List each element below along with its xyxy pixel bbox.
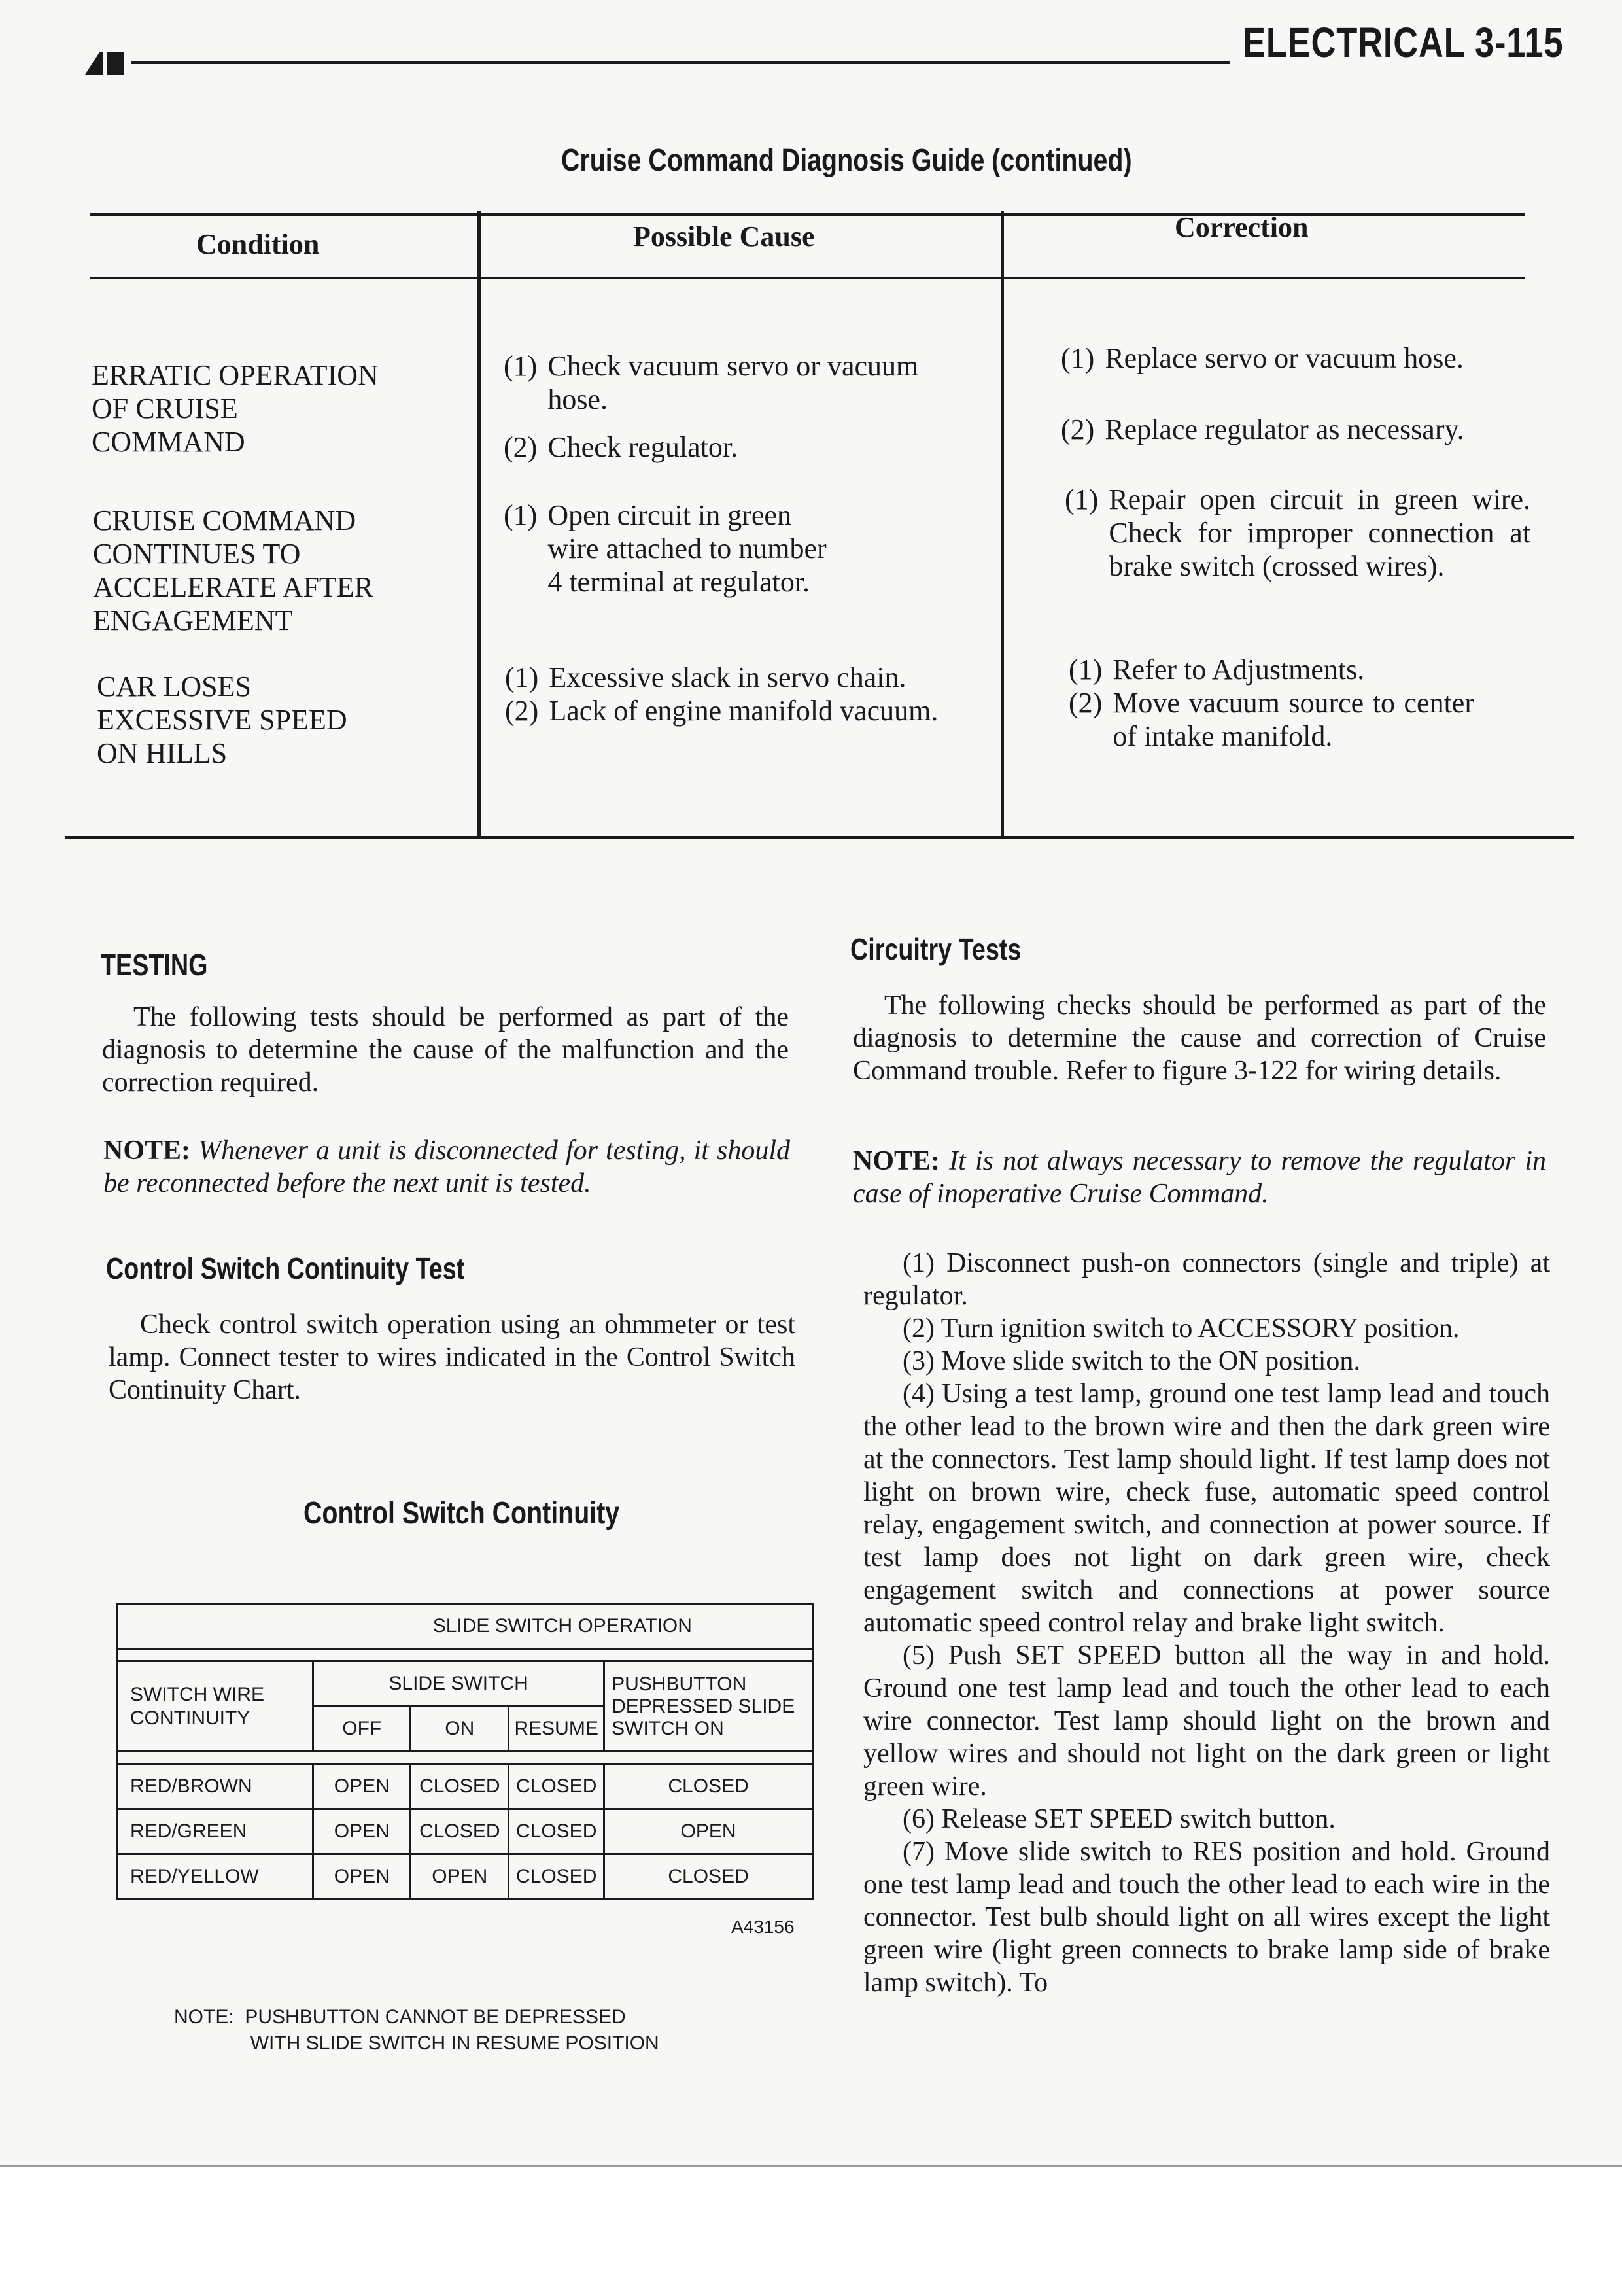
table-top-rule <box>90 213 1525 216</box>
table-header-rule <box>90 277 1525 279</box>
column-header-possible-cause: Possible Cause <box>633 220 815 252</box>
table-row: RED/BROWN OPEN CLOSED CLOSED CLOSED <box>118 1764 813 1809</box>
circuitry-step: (6) Release SET SPEED switch button. <box>903 1804 1336 1834</box>
slide-switch-operation-header: SLIDE SWITCH OPERATION <box>313 1604 813 1649</box>
circuitry-note <box>853 1145 1546 1210</box>
note-text: It is not always necessary to remove the regulator in case of inoperative Cruise Command. <box>853 1146 1546 1209</box>
condition-loses-speed-on-hills: CAR LOSES EXCESSIVE SPEED ON HILLS <box>97 670 347 769</box>
table-row: RED/GREEN OPEN CLOSED CLOSED OPEN <box>118 1809 813 1854</box>
cause-item: (1) Open circuit in green wire attached to number 4 terminal at regulator. <box>504 499 827 598</box>
circuitry-step: (2) Turn ignition switch to ACCESSORY position. <box>903 1313 1460 1344</box>
note-text: Whenever a unit is disconnected for testing, it should be reconnected before the next unit is tested. <box>103 1136 791 1198</box>
correction-list-hills <box>1069 653 1474 753</box>
circuitry-tests-heading: Circuitry Tests <box>850 932 1022 966</box>
header-corner-mark <box>85 52 124 75</box>
page-section-title: ELECTRICAL 3-115 <box>1243 19 1564 66</box>
circuitry-step: (4) Using a test lamp, ground one test lamp lead and touch the other lead to the brown wire and then the dark green wire at the connectors. Test lamp should light. If test lamp does not light on brown wire, check fuse, automatic speed control relay, engagement switch, and connection at power source. If test lamp does not light on dark green wire, check engagement switch and connections at power source automatic speed control relay and brake light switch. <box>863 1379 1550 1638</box>
table-divider-2 <box>1001 211 1004 836</box>
slide-switch-header: SLIDE SWITCH <box>313 1661 604 1707</box>
column-header-condition: Condition <box>196 228 320 260</box>
chart-note: NOTE: PUSHBUTTON CANNOT BE DEPRESSED WITH SLIDE SWITCH IN RESUME POSITION <box>174 2006 659 2054</box>
note-label: NOTE: <box>853 1146 940 1176</box>
position-on-header: ON <box>411 1707 509 1752</box>
cause-item: (2) Check regulator. <box>504 431 738 463</box>
correction-item: (2) Move vacuum source to center of intake manifold. <box>1069 687 1474 752</box>
control-switch-chart-title: Control Switch Continuity <box>303 1496 620 1531</box>
testing-note <box>103 1134 790 1200</box>
correction-list-erratic <box>1061 341 1558 446</box>
circuitry-intro: The following checks should be performed as part of the diagnosis to determine the cause and correction of Cruise Command trouble. Refer to figure 3-122 for wiring details. <box>853 990 1546 1086</box>
cause-list-hills <box>505 661 1002 727</box>
table-divider-1 <box>477 211 481 836</box>
correction-list-accelerate <box>1065 483 1530 583</box>
diagnosis-guide-title: Cruise Command Diagnosis Guide (continued) <box>561 143 1132 178</box>
control-switch-test-heading: Control Switch Continuity Test <box>106 1251 465 1285</box>
control-switch-continuity-chart <box>116 1603 814 1900</box>
column-header-correction: Correction <box>1175 211 1309 243</box>
circuitry-step: (5) Push SET SPEED button all the way in and hold. Ground one test lamp lead and touch the other lead to each wire connector. Test lamp should light on the brown and yellow wires and should not light on the dark green or light green wire. <box>863 1641 1550 1801</box>
figure-id: A43156 <box>731 1917 795 1937</box>
page-bottom-edge <box>0 2165 1622 2296</box>
testing-heading: TESTING <box>101 948 208 982</box>
condition-erratic-operation: ERRATIC OPERATION OF CRUISE COMMAND <box>92 359 379 458</box>
circuitry-step: (7) Move slide switch to RES position and hold. Ground one test lamp lead and touch the other lead to each wire in the connector. Test bulb should light on all wires except the light green wire (light green connects to brake lamp side of brake lamp switch). To <box>863 1837 1550 1998</box>
circuitry-step: (3) Move slide switch to the ON position. <box>903 1346 1360 1376</box>
pushbutton-header: PUSHBUTTON DEPRESSED SLIDE SWITCH ON <box>604 1661 813 1752</box>
testing-intro: The following tests should be performed as part of the diagnosis to determine the cause of the malfunction and the correction required. <box>102 1002 789 1098</box>
correction-item: (2) Replace regulator as necessary. <box>1061 413 1464 445</box>
header-rule <box>131 61 1230 64</box>
position-resume-header: RESUME <box>509 1707 604 1752</box>
position-off-header: OFF <box>313 1707 411 1752</box>
cause-list-accelerate <box>504 498 844 599</box>
table-bottom-rule <box>65 836 1574 839</box>
correction-item: (1) Repair open circuit in green wire. Check for improper connection at brake switch (crossed wires). <box>1065 483 1530 582</box>
cause-list-erratic <box>504 349 968 464</box>
note-label: NOTE: <box>103 1136 191 1166</box>
correction-item: (1) Refer to Adjustments. <box>1069 653 1365 686</box>
table-row: RED/YELLOW OPEN OPEN CLOSED CLOSED <box>118 1854 813 1900</box>
condition-continues-to-accelerate: CRUISE COMMAND CONTINUES TO ACCELERATE AFTER ENGAGEMENT <box>93 504 374 636</box>
circuitry-steps <box>863 1247 1550 1999</box>
circuitry-step: (1) Disconnect push-on connectors (single and triple) at regulator. <box>863 1248 1550 1311</box>
cause-item: (1) Check vacuum servo or vacuum hose. <box>504 350 919 415</box>
switch-wire-continuity-header: SWITCH WIRE CONTINUITY <box>118 1661 313 1752</box>
cause-item: (1) Excessive slack in servo chain. <box>505 661 906 693</box>
correction-item: (1) Replace servo or vacuum hose. <box>1061 342 1464 374</box>
control-switch-test-text: Check control switch operation using an ohmmeter or test lamp. Connect tester to wires indicated in the Control Switch Continuity Chart. <box>109 1310 795 1405</box>
cause-item: (2) Lack of engine manifold vacuum. <box>505 695 939 727</box>
